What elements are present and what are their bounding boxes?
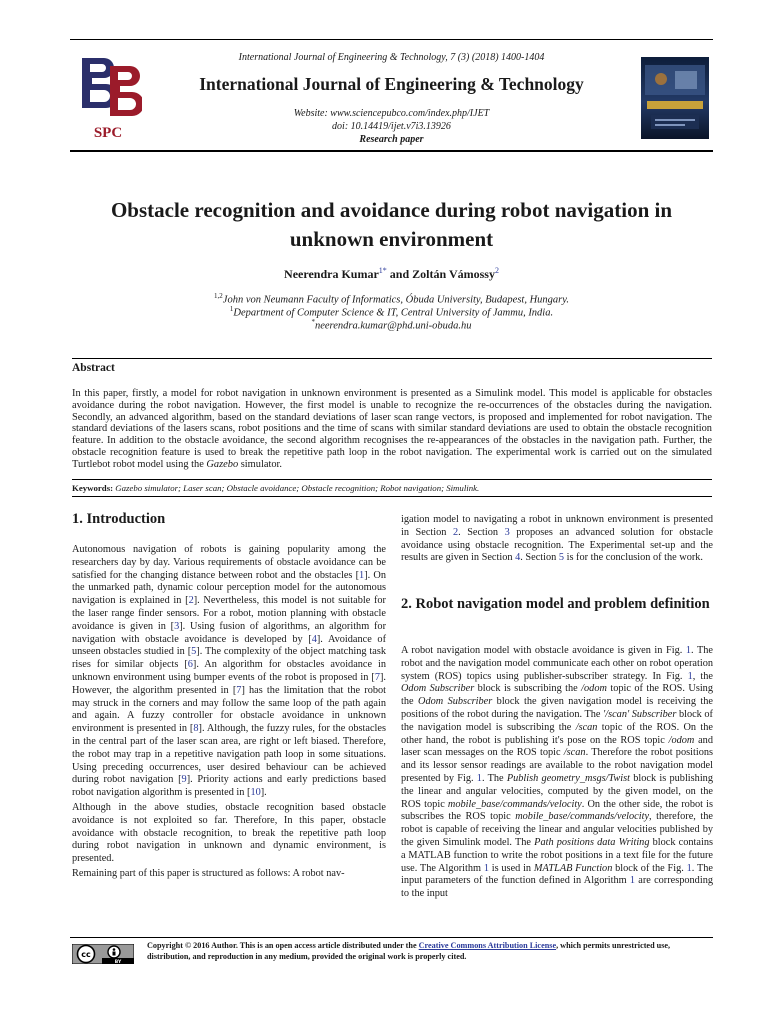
text-run: ]. However, the algorithm presented in [ bbox=[72, 671, 386, 696]
abstract-heading: Abstract bbox=[72, 362, 115, 374]
italic-term: Odom Subscriber bbox=[418, 696, 493, 708]
text-run: . Section bbox=[458, 526, 505, 538]
section2-body bbox=[401, 645, 713, 901]
text-run: , therefore, the robot is capable of receiving the linear and angular velocities published by the given Simulink model. The bbox=[401, 811, 713, 848]
text-run: topic of the ROS. Using the bbox=[401, 683, 713, 708]
citation-link[interactable]: 10 bbox=[250, 787, 261, 799]
italic-term: MATLAB Function bbox=[533, 862, 613, 874]
citation-link[interactable]: 4 bbox=[311, 633, 317, 645]
affiliation-marker: 1 bbox=[229, 305, 234, 313]
text-run: . Therefore the robot positions and its lessor sensor readings are available to the robot navigation model presented by Fig. bbox=[401, 747, 714, 784]
publisher-label: SPC bbox=[93, 125, 123, 141]
section-link[interactable]: 5 bbox=[558, 552, 565, 564]
text-run: ] has the limitation that the robot may struck in the corners and may follow the same loop of the path again and again. A fuzzy controller for obstacle avoidance in unknown environment is presented in [ bbox=[72, 684, 387, 735]
text-run: ]. Using fusion of algorithms, an algorithm for navigation with obstacle avoidance is developed by [ bbox=[72, 620, 387, 645]
text-run: ]. Avoidance of unseen obstacles studied in [ bbox=[72, 633, 387, 658]
keywords bbox=[72, 483, 712, 493]
text-run: and laser scan messages on the ROS topic bbox=[401, 734, 713, 759]
copyright-text: , which permits unrestricted use, distribution, and reproduction in any medium, provided the original work is properly cited. bbox=[147, 941, 671, 961]
italic-term: '/scan' Subscriber bbox=[603, 708, 677, 720]
section-link[interactable]: 2 bbox=[452, 526, 459, 538]
citation-link[interactable]: 3 bbox=[174, 620, 180, 632]
italic-term: /scan bbox=[563, 747, 586, 759]
author-conjunction: and bbox=[389, 267, 410, 281]
abstract-text-part: simulator. bbox=[238, 458, 283, 470]
author-line bbox=[70, 266, 713, 282]
affiliation bbox=[70, 292, 713, 306]
email-text[interactable]: neerendra.kumar@phd.uni-obuda.hu bbox=[314, 320, 472, 332]
keywords-top-rule bbox=[72, 479, 712, 480]
text-run: proposes an advanced solution for obstacle avoidance using obstacle recognition. The Experimental set-up and the results are given in Section bbox=[401, 526, 713, 564]
figure-reference-link[interactable]: 1 bbox=[686, 862, 692, 874]
copyright-text: Copyright © 2016 Author. This is an open access article distributed under the bbox=[147, 941, 419, 950]
text-run: block of the Fig. bbox=[612, 862, 687, 874]
header-top-rule bbox=[70, 39, 713, 40]
text-run: ]. Priority actions and early predictions based robot navigation algorithm is presented in [ bbox=[72, 774, 386, 799]
italic-term: mobile_base/commands/velocity bbox=[447, 798, 582, 810]
italic-term: /scan bbox=[575, 721, 598, 733]
text-run: is for the conclusion of the work. bbox=[564, 552, 704, 564]
journal-website[interactable]: Website: www.sciencepubco.com/index.php/IJET bbox=[293, 108, 490, 119]
citation-link[interactable]: 7 bbox=[236, 684, 242, 696]
paragraph bbox=[72, 544, 386, 800]
text-run: block is subscribing the bbox=[474, 683, 582, 695]
text-run: . On the other side, the robot is subscribes the ROS topic bbox=[401, 798, 713, 823]
paper-title: Obstacle recognition and avoidance during robot navigation in unknown environment bbox=[110, 198, 673, 251]
text-run: ]. The complexity of the object matching task rises for similar objects [ bbox=[72, 646, 386, 671]
text-run: block of the navigation model is subscribing the bbox=[401, 708, 713, 733]
abstract-top-rule bbox=[72, 358, 712, 359]
journal-doi[interactable]: doi: 10.14419/ijet.v7i3.13926 bbox=[332, 121, 451, 132]
text-run: ]. bbox=[260, 787, 267, 799]
figure-reference-link[interactable]: 1 bbox=[483, 862, 489, 874]
text-run: is used in bbox=[488, 862, 534, 874]
affiliation-marker: * bbox=[311, 318, 315, 326]
affiliation-text: John von Neumann Faculty of Informatics, Óbuda University, Budapest, Hungary. bbox=[222, 294, 569, 306]
italic-term: /odom bbox=[581, 683, 607, 695]
text-run: block is publishing the linear and angular velocities, computed by the given model, on the ROS topic bbox=[401, 772, 713, 810]
paragraph: Although in the above studies, obstacle recognition based obstacle avoidance is not exploited so far. Therefore, In this paper, obstacle avoidance with obstacle recognition, to break the repetitive path loop during robot navigation in unknown and dynamic environment, is presented. bbox=[72, 801, 386, 865]
cc-label: cc bbox=[81, 950, 91, 959]
italic-term: Publish geometry_msgs/Twist bbox=[506, 772, 631, 784]
keywords-list: Gazebo simulator; Laser scan; Obstacle avoidance; Obstacle recognition; Robot navigation; Simulink. bbox=[115, 483, 480, 493]
abstract-text-part: In this paper, firstly, a model for robot navigation in unknown environment is presented as a Simulink model. This model is applicable for obstacles avoidance during the robot navigation. However, the first model is unable to recognize the re-occurrences of the obstacles during the navigation. Secondly, an advanced algorithm, based on the standard deviations of laser scan range vectors, is proposed and implemented for robot navigation. The standard deviations of the lasers scans, robot positions and the time of scans with similar standard deviations are used to obtain the obstacle recognition feature. In addition to the obstacle avoidance, the second algorithm recognises the re-appearances of the obstacles in the navigation path. Further, the obstacle recognition feature is used to break the repetitive path loop in the robot navigation. The experimental work is carried out on the simulated Turtlebot robot model using the bbox=[72, 388, 712, 470]
figure-reference-link[interactable]: 1 bbox=[685, 645, 692, 656]
text-run: , the bbox=[692, 670, 714, 682]
footer-rule bbox=[70, 937, 713, 938]
abstract-text-italic: Gazebo bbox=[206, 458, 239, 470]
section-link[interactable]: 4 bbox=[515, 552, 521, 564]
abstract-text bbox=[72, 388, 712, 471]
text-run: . The robot and the navigation model communicate each other on robot operation system (ROS) topics using publisher-subscriber strategy. In Fig. bbox=[401, 645, 713, 682]
text-run: ]. An algorithm for obstacles avoidance in unknown environment using bumper events of the robot is proposed in [ bbox=[72, 659, 386, 683]
section-heading-introduction: 1. Introduction bbox=[72, 511, 166, 527]
text-run: ]. Nevertheless, this model is not suitable for the laser range finder sensors. For a robot, motion planning with obstacle avoidance is given in [ bbox=[72, 595, 386, 632]
keywords-bottom-rule bbox=[72, 496, 712, 497]
affiliation-text: Department of Computer Science & IT, Central University of Jammu, India. bbox=[233, 307, 554, 319]
introduction-body bbox=[72, 544, 386, 883]
text-run: A robot navigation model with obstacle avoidance is given in Fig. bbox=[401, 645, 686, 656]
affiliation bbox=[70, 305, 713, 319]
citation-link[interactable]: 8 bbox=[193, 723, 199, 735]
author-name: Zoltán Vámossy bbox=[412, 267, 495, 281]
figure-reference-link[interactable]: 1 bbox=[476, 772, 482, 784]
journal-issue: International Journal of Engineering & Technology, 7 (3) (2018) 1400-1404 bbox=[238, 52, 545, 63]
citation-link[interactable]: 5 bbox=[191, 646, 197, 658]
italic-term: Path positions data Writing bbox=[534, 836, 650, 848]
citation-link[interactable]: 2 bbox=[188, 595, 194, 607]
text-run: ]. Although, the fuzzy rules, for the obstacles in the central part of the laser scan area, are right or left biased. Therefore, the robot may trap in a repetitive navigation path loop in some situations. Using preceding occurrences, user desired behaviour can be achieved during robot navigation [ bbox=[72, 723, 386, 786]
text-run: ]. On the unmarked path, dynamic colour perception model for the autonomous navigation is explained in [ bbox=[72, 569, 386, 607]
cc-by-license-icon[interactable] bbox=[72, 944, 134, 964]
by-label: BY bbox=[114, 960, 122, 964]
figure-reference-link[interactable]: 1 bbox=[687, 670, 693, 682]
section-link[interactable]: 3 bbox=[504, 526, 510, 538]
text-run: . The input parameters of the function defined in Algorithm bbox=[401, 862, 713, 887]
italic-term: /odom bbox=[668, 734, 695, 746]
keywords-label: Keywords: bbox=[72, 483, 114, 493]
journal-cover-image bbox=[641, 57, 709, 139]
paper-type: Research paper bbox=[359, 134, 424, 145]
section-heading-robot-navigation: 2. Robot navigation model and problem definition bbox=[401, 596, 710, 612]
italic-term: Odom Subscriber bbox=[401, 683, 475, 695]
author-name: Neerendra Kumar bbox=[284, 267, 379, 281]
author-superscript[interactable]: 1* bbox=[378, 266, 387, 275]
italic-term: mobile_base/commands/velocity bbox=[515, 811, 650, 823]
paragraph: Remaining part of this paper is structured as follows: A robot nav- bbox=[72, 867, 345, 879]
author-superscript[interactable]: 2 bbox=[494, 266, 499, 275]
text-run: . The bbox=[481, 772, 507, 784]
citation-link[interactable]: 1 bbox=[359, 569, 365, 581]
text-run: topic of the ROS. On the other hand, the robot is publishing it's pose on the ROS topic bbox=[401, 721, 713, 746]
copyright-notice bbox=[147, 941, 713, 962]
text-run: are corresponding to the input bbox=[401, 875, 713, 900]
text-run: Autonomous navigation of robots is gaining popularity among the researchers day by day. Various requirements of obstacle avoidance can be satisfied for the changing distance between robot and the obstacles [ bbox=[72, 544, 386, 581]
citation-link[interactable]: 9 bbox=[181, 774, 187, 786]
citation-link[interactable]: 7 bbox=[374, 671, 380, 683]
affiliation-marker: 1,2 bbox=[214, 292, 223, 300]
journal-title: International Journal of Engineering & Technology bbox=[199, 74, 584, 94]
text-run: igation model to navigating a robot in unknown environment is presented in Section bbox=[401, 514, 713, 538]
introduction-continued bbox=[401, 514, 713, 565]
corresponding-email bbox=[70, 318, 713, 332]
license-link[interactable]: Creative Commons Attribution License bbox=[418, 941, 557, 950]
figure-reference-link[interactable]: 1 bbox=[629, 875, 636, 887]
text-run: block contains a MATLAB function to write the robot positions in a text file for the future use. The Algorithm bbox=[401, 836, 713, 874]
header-bottom-rule bbox=[70, 150, 713, 152]
text-run: . Section bbox=[520, 552, 559, 564]
citation-link[interactable]: 6 bbox=[187, 659, 193, 671]
text-run: block the given navigation model is receiving the positions of the robot during the navigation. The bbox=[401, 696, 713, 720]
